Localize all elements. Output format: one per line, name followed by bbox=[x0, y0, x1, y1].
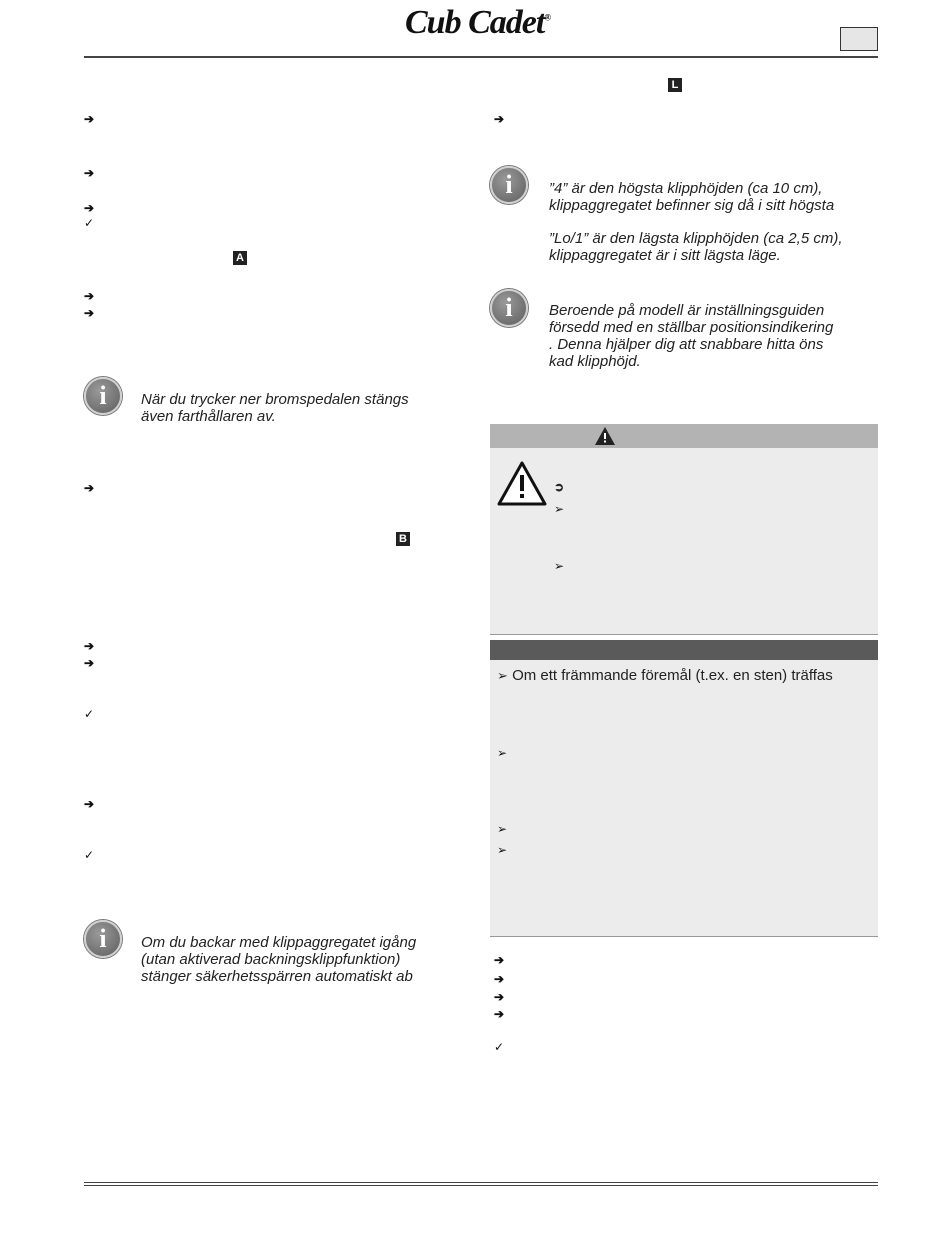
arrow-bullet-icon: ➔ bbox=[84, 639, 95, 653]
caution-box bbox=[490, 660, 878, 937]
info-icon: i bbox=[84, 377, 122, 415]
triangle-bullet-icon: ➢ bbox=[554, 502, 565, 516]
checkmark-icon: ✓ bbox=[84, 216, 95, 230]
footer-rule bbox=[84, 1182, 878, 1186]
checkmark-icon: ✓ bbox=[494, 1040, 505, 1054]
triangle-bullet-icon: ➢ bbox=[497, 668, 508, 683]
figure-marker-l: L bbox=[668, 78, 682, 92]
arrow-bullet-icon: ➔ bbox=[84, 112, 95, 126]
triangle-bullet-icon: ➢ bbox=[497, 746, 508, 760]
header-rule bbox=[84, 56, 878, 58]
caution-item-text: Om ett främmande föremål (t.ex. en sten) träffas bbox=[512, 667, 833, 684]
warning-header bbox=[490, 424, 878, 448]
info-note-min-height: ”Lo/1” är den lägsta klipphöjden (ca 2,5 cm), klippaggregatet är i sitt lägsta läge. bbox=[549, 230, 843, 264]
arrow-bullet-icon: ➔ bbox=[84, 166, 95, 180]
info-note-brake: När du trycker ner bromspedalen stängs även farthållaren av. bbox=[141, 391, 409, 425]
arrow-bullet-icon: ➔ bbox=[494, 972, 505, 986]
info-icon: i bbox=[490, 289, 528, 327]
arrow-bullet-icon: ➔ bbox=[84, 797, 95, 811]
triangle-bullet-icon: ➢ bbox=[497, 843, 508, 857]
arrow-bullet-icon: ➔ bbox=[494, 990, 505, 1004]
info-note-indicator: Beroende på modell är inställningsguiden försedd med en ställbar positionsindikering . Denna hjälper dig att snabbare hitta öns kad klipphöjd. bbox=[549, 302, 834, 370]
info-note-reverse: Om du backar med klippaggregatet igång (utan aktiverad backningsklippfunktion) stänger säkerhetsspärren automatiskt ab bbox=[141, 934, 417, 985]
page-number-box bbox=[840, 27, 878, 51]
arrow-bullet-icon: ➔ bbox=[84, 656, 95, 670]
cub-cadet-logo bbox=[405, 4, 550, 42]
arrow-bullet-icon: ➔ bbox=[84, 201, 95, 215]
triangle-bullet-icon: ➢ bbox=[497, 822, 508, 836]
arrow-bullet-icon: ➔ bbox=[84, 289, 95, 303]
info-note-max-height: ”4” är den högsta klipphöjden (ca 10 cm), klippaggregatet befinner sig då i sitt högsta bbox=[549, 180, 835, 214]
caution-item-foreign-object bbox=[497, 667, 833, 684]
arrow-bullet-icon: ➔ bbox=[84, 481, 95, 495]
triangle-bullet-icon: ➢ bbox=[554, 559, 565, 573]
warning-box bbox=[490, 448, 878, 635]
arrow-bullet-icon: ➔ bbox=[494, 953, 505, 967]
checkmark-icon: ✓ bbox=[84, 848, 95, 862]
arrow-bullet-icon: ➔ bbox=[84, 306, 95, 320]
warning-triangle-icon bbox=[594, 426, 616, 446]
circle-arrow-bullet-icon: ➲ bbox=[554, 480, 565, 494]
info-icon: i bbox=[84, 920, 122, 958]
arrow-bullet-icon: ➔ bbox=[494, 112, 505, 126]
info-icon: i bbox=[490, 166, 528, 204]
arrow-bullet-icon: ➔ bbox=[494, 1007, 505, 1021]
checkmark-icon: ✓ bbox=[84, 707, 95, 721]
warning-triangle-large-icon bbox=[497, 460, 547, 506]
logo-text: Cub Cadet bbox=[405, 4, 545, 41]
caution-header bbox=[490, 640, 878, 660]
figure-marker-b: B bbox=[396, 532, 410, 546]
figure-marker-a: A bbox=[233, 251, 247, 265]
registered-mark: ® bbox=[544, 12, 551, 23]
